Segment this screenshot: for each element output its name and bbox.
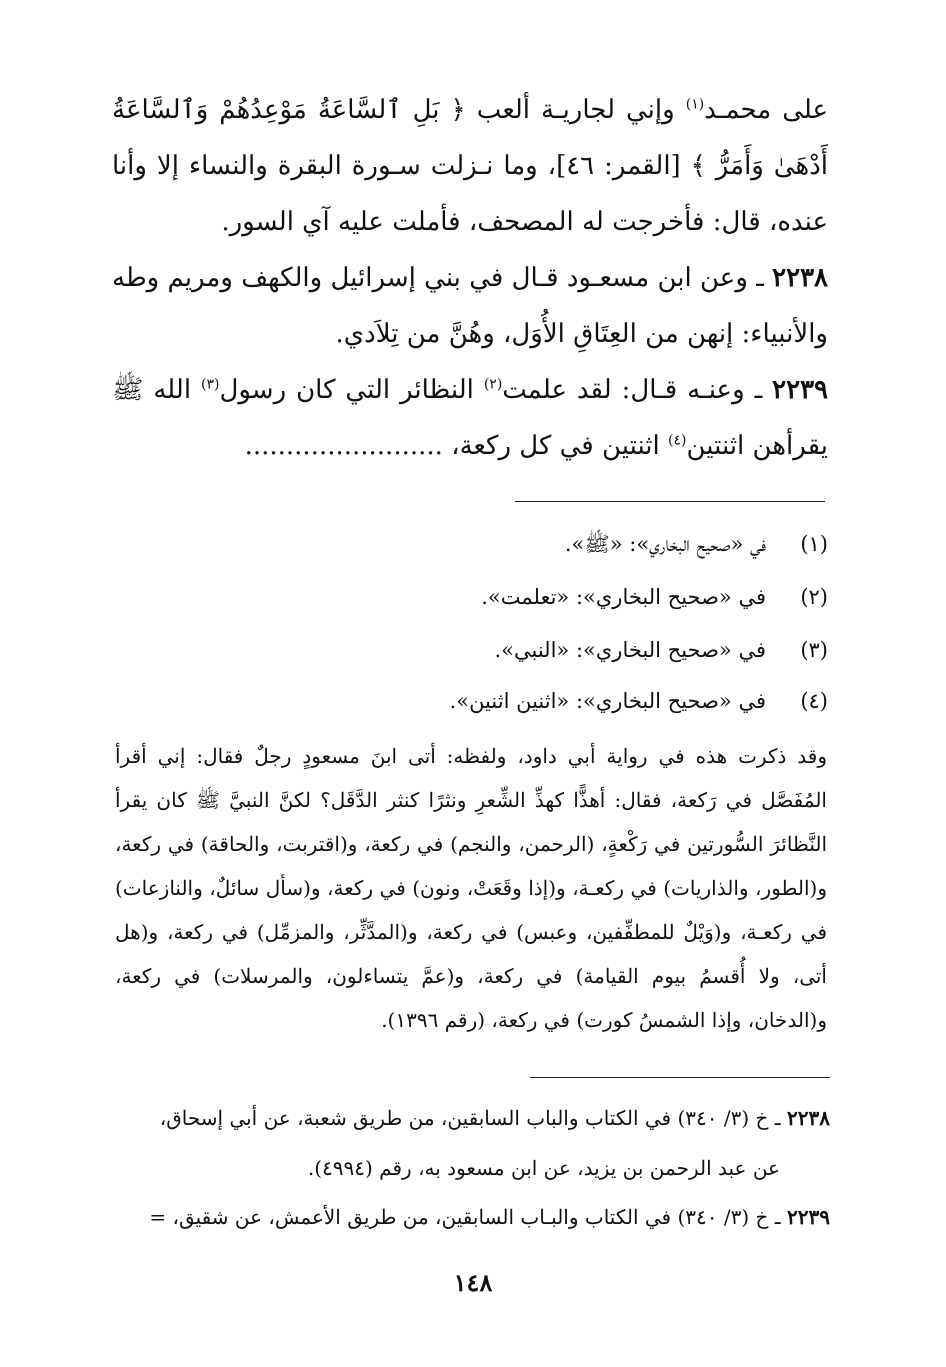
footnote-text: في «صحيح البخاري»: «النبي». bbox=[494, 638, 766, 662]
page-number: ١٤٨ bbox=[453, 1268, 493, 1297]
footnote-number: (٤) bbox=[800, 689, 828, 713]
paragraph-text: الله ﷺ يقرأهن اثنتين bbox=[112, 375, 828, 461]
hadith-number: ٢٢٣٨ bbox=[772, 263, 828, 293]
footnote-4 bbox=[200, 681, 828, 721]
hadith-paragraph-continuation bbox=[112, 82, 828, 250]
footnote-number: (٢) bbox=[800, 585, 828, 609]
sources-divider bbox=[530, 1077, 830, 1078]
hadith-2239 bbox=[112, 362, 828, 474]
paragraph-text: ـ وعنـه قـال: لقد علمت bbox=[502, 375, 773, 405]
footnote-3 bbox=[200, 630, 828, 670]
continuation-dots: ........................ bbox=[244, 431, 443, 461]
paragraph-text: اثنتين في كل ركعة، bbox=[442, 431, 669, 461]
source-number: ٢٢٣٨ bbox=[787, 1106, 830, 1130]
footnote-number: (١) bbox=[800, 532, 828, 556]
hadith-2238 bbox=[112, 250, 828, 362]
footnote-note: وقد ذكرت هذه في رواية أبي داود، ولفظه: أتى ابنَ مسعودٍ رجلٌ فقال: إني أقرأ المُفَصَّل في رَكعة، فقال: أهذًّا كهذِّ الشِّعرِ ونثرًا كنثر الدَّقَل؟ لكنَّ النبيَّ ﷺ كان يقرأ النَّظائرَ السُّورتين في رَكْعةٍ، (الرحمن، والنجم) في ركعة، و(اقتربت، والحاقة) في ركعة، و(الطور، والذاريات) في ركعـة، و(إذا وقَعَتْ، ونون) في ركعة، و(سأل سائلٌ، والنازعات) في ركعـة، و(وَيْلٌ للمطفِّفين، وعبس) في ركعة، و(المدَّثِّر، والمزمِّل) في ركعة، و(هل أتى، ولا أُقسمُ بيوم القيامة) في ركعة، و(عمَّ يتساءلون، والمرسلات) في ركعة، و(الدخان، وإذا الشمسُ كورت) في ركعة، (رقم ١٣٩٦). bbox=[115, 744, 827, 1032]
footnote-text: في «صحيح البخاري»: «ﷺ». bbox=[564, 532, 766, 556]
paragraph-text: وإني لجاريـة ألعب ﴿ بَلِ ٱلسَّاعَةُ مَوْعِدُهُمْ وَٱلسَّاعَةُ أَدْهَىٰ وَأَمَرُّ ﴾ [القمر: ٤٦]، وما نـزلت سـورة البقرة والنساء إلا وأنا عنده، قال: فأخرجت له المصحف، فأملت عليه آي السور. bbox=[112, 95, 828, 237]
footnote-marker: (٣) bbox=[201, 376, 220, 393]
source-text: ـ خ (٣/ ٣٤٠) في الكتاب والباب السابقين، من طريق شعبة، عن أبي إسحاق، bbox=[159, 1106, 788, 1130]
footnote-1 bbox=[200, 524, 828, 564]
paragraph-text: النظائر التي كان رسول bbox=[219, 375, 484, 405]
source-2239 bbox=[115, 1192, 830, 1242]
paragraph-text: ـ وعن ابن مسعـود قـال في بني إسرائيل والكهف ومريم وطه والأنبياء: إنهن من العِتَاقِ الأُوَل، وهُنَّ من تِلاَدي. bbox=[112, 263, 828, 349]
footnote-text: في «صحيح البخاري»: «اثنين اثنين». bbox=[449, 689, 766, 713]
footnote-number: (٣) bbox=[800, 638, 828, 662]
hadith-number: ٢٢٣٩ bbox=[772, 375, 828, 405]
footnote-marker: (٢) bbox=[483, 376, 503, 393]
paragraph-text: على محمـد bbox=[704, 95, 829, 125]
footnote-2 bbox=[200, 577, 828, 617]
source-text: عن عبد الرحمن بن يزيد، عن ابن مسعود به، رقم (٤٩٩٤). bbox=[307, 1156, 780, 1180]
source-text: ـ خ (٣/ ٣٤٠) في الكتاب والبـاب السابقين، من طريق الأعمش، عن شقيق، = bbox=[149, 1205, 788, 1229]
footnote-divider bbox=[515, 501, 825, 502]
footnote-marker: (١) bbox=[685, 96, 705, 113]
footnote-text: في «صحيح البخاري»: «تعلمت». bbox=[481, 585, 766, 609]
footnote-marker: (٤) bbox=[668, 432, 687, 449]
source-2238 bbox=[115, 1093, 830, 1193]
source-number: ٢٢٣٩ bbox=[787, 1205, 830, 1229]
